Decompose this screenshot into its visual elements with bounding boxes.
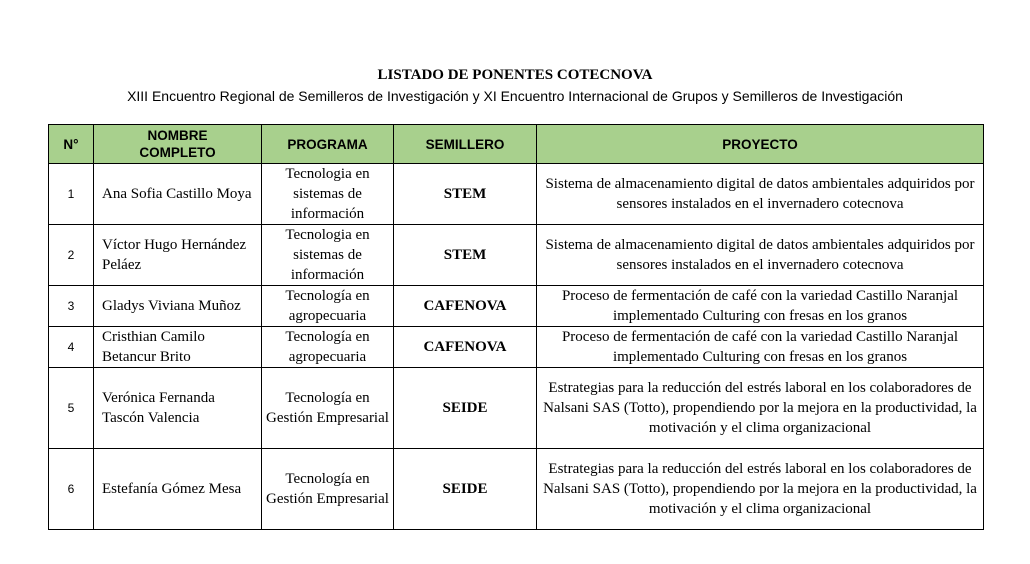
cell-seedbed: SEIDE bbox=[394, 449, 537, 530]
col-header-name-line2: COMPLETO bbox=[139, 145, 216, 160]
cell-project: Estrategias para la reducción del estrés laboral en los colaboradores de Nalsani SAS (Totto), propendiendo por la mejora en la productividad, la motivación y el clima organizacional bbox=[537, 368, 984, 449]
cell-seedbed: CAFENOVA bbox=[394, 327, 537, 368]
cell-seedbed: CAFENOVA bbox=[394, 286, 537, 327]
table-row bbox=[49, 225, 984, 286]
col-header-name-line1: NOMBRE bbox=[147, 128, 208, 143]
cell-program: Tecnología en agropecuaria bbox=[262, 286, 394, 327]
cell-number: 2 bbox=[49, 225, 94, 286]
cell-number: 4 bbox=[49, 327, 94, 368]
cell-seedbed: SEIDE bbox=[394, 368, 537, 449]
cell-name: Víctor Hugo Hernández Peláez bbox=[94, 225, 262, 286]
table-row bbox=[49, 368, 984, 449]
col-header-program: PROGRAMA bbox=[262, 125, 394, 164]
col-header-seedbed: SEMILLERO bbox=[394, 125, 537, 164]
cell-seedbed: STEM bbox=[394, 225, 537, 286]
document-title: LISTADO DE PONENTES COTECNOVA bbox=[377, 67, 653, 83]
cell-number: 6 bbox=[49, 449, 94, 530]
document-subtitle: XIII Encuentro Regional de Semilleros de Investigación y XI Encuentro Internacional de Grupos y Semilleros de Investigación bbox=[127, 88, 903, 104]
cell-project: Proceso de fermentación de café con la variedad Castillo Naranjal implementado Culturing con fresas en los granos bbox=[537, 327, 984, 368]
table-row bbox=[49, 449, 984, 530]
speakers-table bbox=[48, 124, 984, 530]
cell-number: 3 bbox=[49, 286, 94, 327]
cell-program: Tecnologia en sistemas de información bbox=[262, 164, 394, 225]
cell-program: Tecnología en Gestión Empresarial bbox=[262, 368, 394, 449]
cell-program: Tecnología en Gestión Empresarial bbox=[262, 449, 394, 530]
cell-name: Estefanía Gómez Mesa bbox=[94, 449, 262, 530]
col-header-number: N° bbox=[49, 125, 94, 164]
cell-seedbed: STEM bbox=[394, 164, 537, 225]
cell-program: Tecnologia en sistemas de información bbox=[262, 225, 394, 286]
cell-name: Verónica Fernanda Tascón Valencia bbox=[94, 368, 262, 449]
col-header-name bbox=[94, 125, 262, 164]
cell-project: Sistema de almacenamiento digital de datos ambientales adquiridos por sensores instalados en el invernadero cotecnova bbox=[537, 225, 984, 286]
cell-name: Ana Sofia Castillo Moya bbox=[94, 164, 262, 225]
table-row bbox=[49, 327, 984, 368]
cell-project: Sistema de almacenamiento digital de datos ambientales adquiridos por sensores instalados en el invernadero cotecnova bbox=[537, 164, 984, 225]
cell-program: Tecnología en agropecuaria bbox=[262, 327, 394, 368]
cell-project: Estrategias para la reducción del estrés laboral en los colaboradores de Nalsani SAS (Totto), propendiendo por la mejora en la productividad, la motivación y el clima organizacional bbox=[537, 449, 984, 530]
cell-number: 5 bbox=[49, 368, 94, 449]
cell-name: Gladys Viviana Muñoz bbox=[94, 286, 262, 327]
table-header-row bbox=[49, 125, 984, 164]
table-row bbox=[49, 164, 984, 225]
col-header-project: PROYECTO bbox=[537, 125, 984, 164]
cell-number: 1 bbox=[49, 164, 94, 225]
cell-project: Proceso de fermentación de café con la variedad Castillo Naranjal implementado Culturing con fresas en los granos bbox=[537, 286, 984, 327]
cell-name: Cristhian Camilo Betancur Brito bbox=[94, 327, 262, 368]
table-row bbox=[49, 286, 984, 327]
